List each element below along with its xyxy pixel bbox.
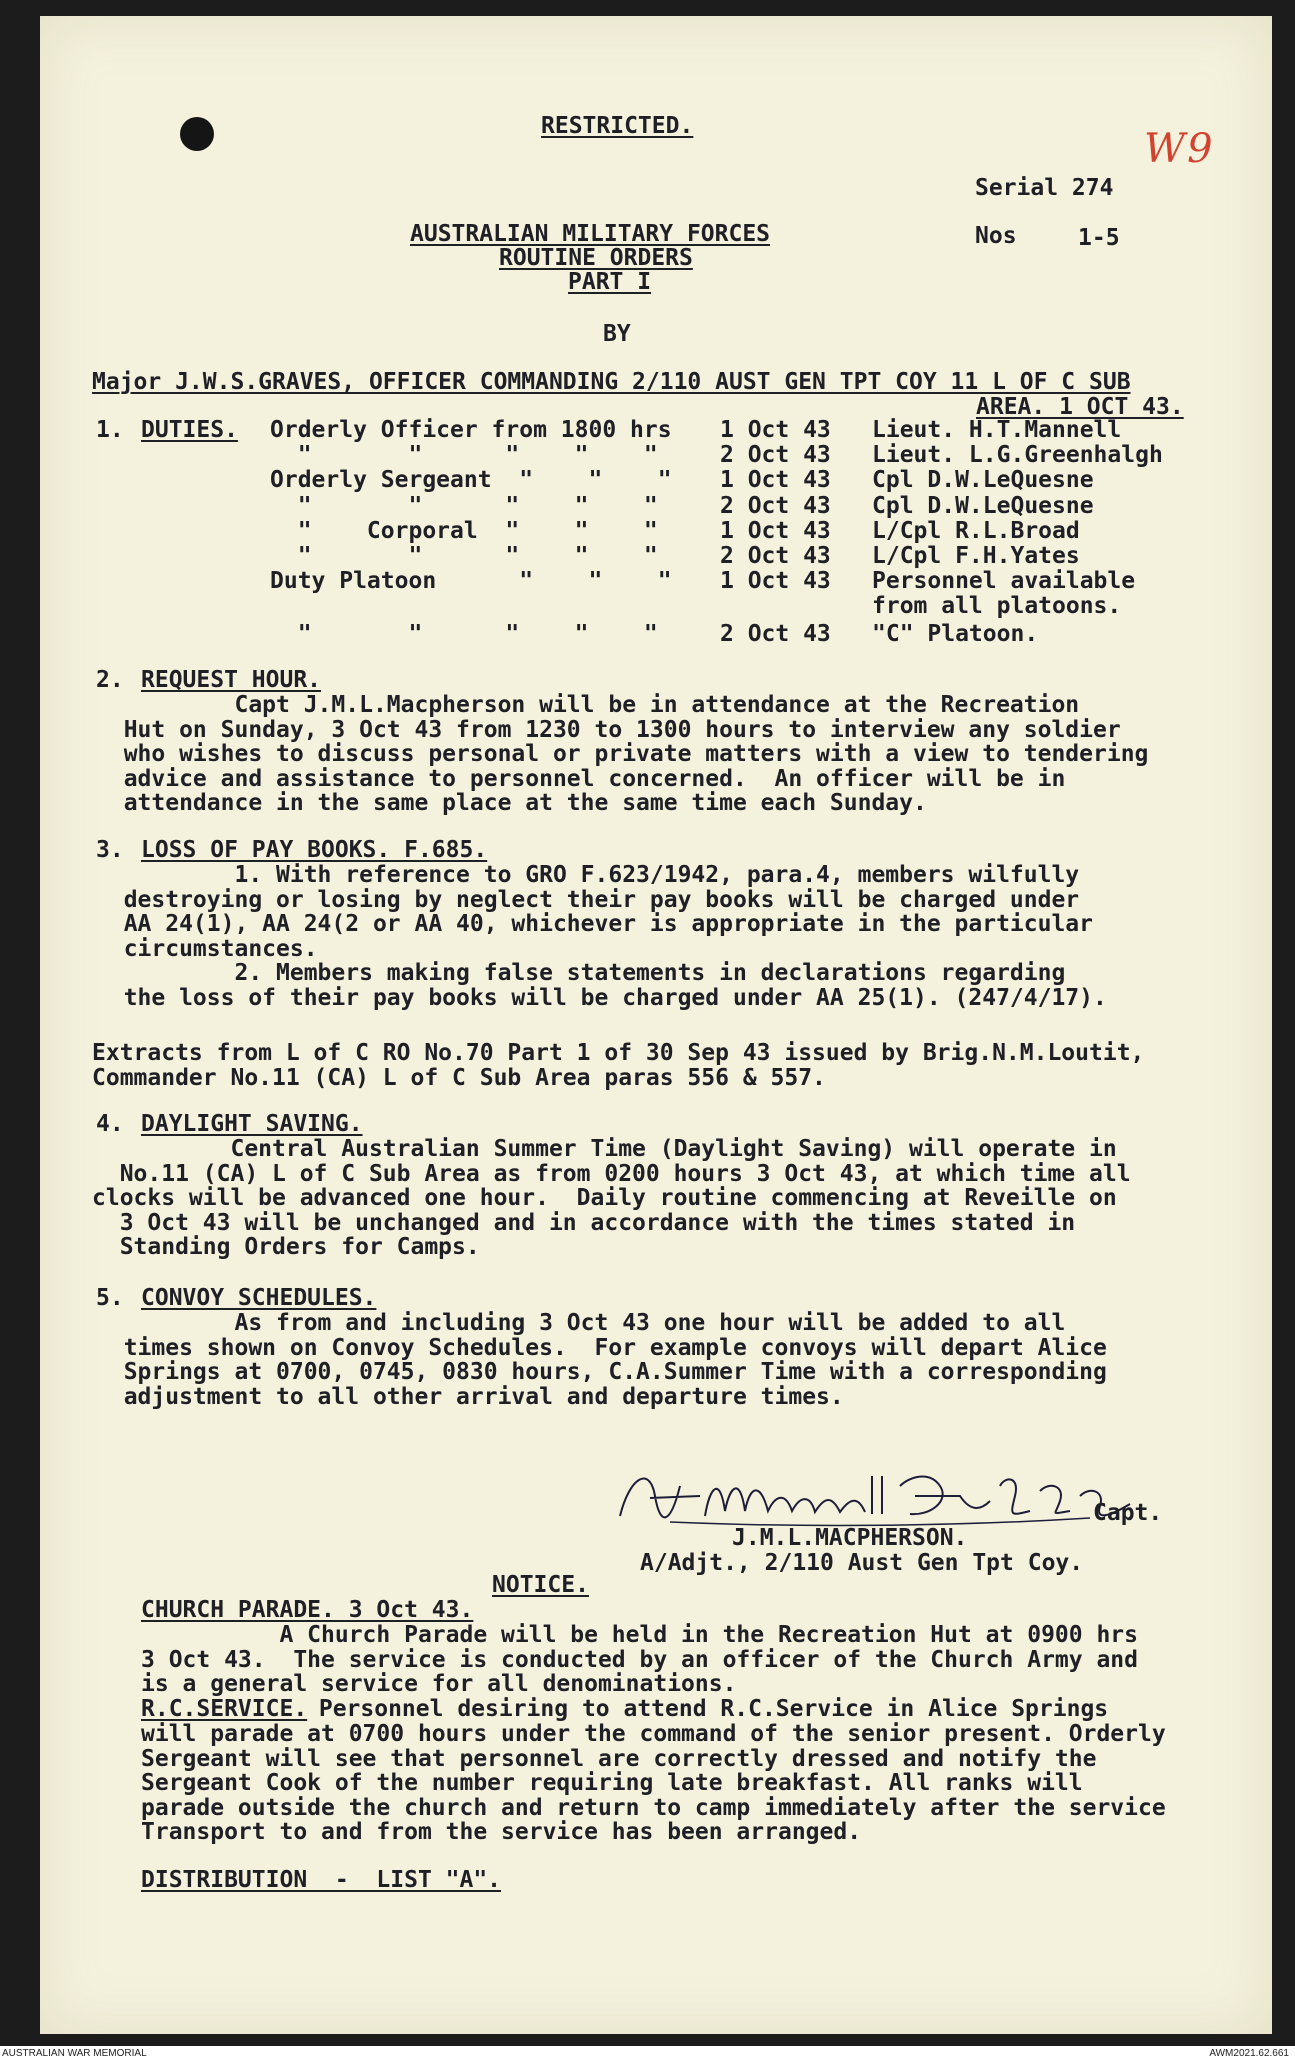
duty-name: from all platoons. (872, 593, 1122, 620)
church-parade-body (141, 1623, 1138, 1697)
rc-service-heading: R.C.SERVICE. (141, 1696, 308, 1722)
duty-name: "C" Platoon. (872, 620, 1039, 647)
punch-hole (180, 117, 214, 151)
signature-role: A/Adjt., 2/110 Aust Gen Tpt Coy. (640, 1550, 1084, 1576)
duty-date: 2 Oct 43 (720, 543, 831, 569)
org-title: AUSTRALIAN MILITARY FORCES (410, 221, 771, 247)
rc-service-line: Transport to and from the service has been arranged. (141, 1819, 862, 1845)
restricted-label: RESTRICTED. (541, 113, 694, 139)
signature-name: J.M.L.MACPHERSON. (732, 1525, 968, 1551)
convoy-number: 5. (96, 1285, 124, 1311)
rc-service-line: parade outside the church and return to camp immediately after the service (141, 1794, 1166, 1821)
rc-service-line: Sergeant will see that personnel are correctly dressed and notify the (141, 1745, 1097, 1772)
convoy-line: times shown on Convoy Schedules. For example convoys will depart Alice (96, 1334, 1107, 1361)
by-label: BY (603, 321, 631, 347)
church-parade-line: A Church Parade will be held in the Recreation Hut at 0900 hrs (141, 1622, 1138, 1648)
rc-service-body (141, 1722, 1166, 1845)
handwritten-signature (610, 1456, 1150, 1536)
daylight-line: Standing Orders for Camps. (92, 1234, 480, 1260)
convoy-heading: CONVOY SCHEDULES. (141, 1285, 377, 1311)
convoy-line: As from and including 3 Oct 43 one hour will be added to all (96, 1310, 1066, 1336)
request-hour-number: 2. (96, 667, 124, 693)
orders-title: ROUTINE ORDERS (499, 245, 693, 271)
footer-institution: AUSTRALIAN WAR MEMORIAL (2, 2048, 147, 2059)
commander-line-1: Major J.W.S.GRAVES, OFFICER COMMANDING 2/110 AUST GEN TPT COY 11 L OF C SUB (92, 369, 1131, 395)
duty-role: " Corporal " " " (270, 517, 658, 544)
pay-books-body (96, 863, 1107, 1010)
request-hour-line: Capt J.M.L.Macpherson will be in attendance at the Recreation (96, 692, 1080, 718)
extracts-line: Commander No.11 (CA) L of C Sub Area paras 556 & 557. (92, 1064, 826, 1091)
archive-footer (0, 2046, 1295, 2061)
request-hour-line: advice and assistance to personnel concerned. An officer will be in (96, 765, 1066, 792)
notice-heading: NOTICE. (492, 1572, 589, 1598)
daylight-line: 3 Oct 43 will be unchanged and in accordance with the times stated in (92, 1209, 1076, 1236)
pay-books-heading: LOSS OF PAY BOOKS. F.685. (141, 837, 488, 863)
daylight-line: Central Australian Summer Time (Daylight Saving) will operate in (92, 1136, 1117, 1162)
request-hour-heading: REQUEST HOUR. (141, 667, 322, 693)
duty-date: 1 Oct 43 (720, 517, 831, 544)
pay-books-line: destroying or losing by neglect their pay books will be charged under (96, 886, 1080, 913)
duty-date: 1 Oct 43 (720, 568, 831, 595)
signature-rank: Capt. (1093, 1500, 1163, 1526)
extracts-line: Extracts from L of C RO No.70 Part 1 of 30 Sep 43 issued by Brig.N.M.Loutit, (92, 1040, 1145, 1066)
ink-mark: W9 (1144, 126, 1215, 172)
duty-role: " " " " " (270, 620, 658, 647)
nos-value: 1-5 (1078, 225, 1120, 251)
footer-accession: AWM2021.62.661 (1209, 2048, 1289, 2059)
nos-label: Nos (975, 223, 1017, 249)
duty-date: 2 Oct 43 (720, 620, 831, 647)
convoy-line: Springs at 0700, 0745, 0830 hours, C.A.Summer Time with a corresponding (96, 1359, 1107, 1385)
pay-books-number: 3. (96, 837, 124, 863)
duty-name: Lieut. L.G.Greenhalgh (872, 442, 1163, 469)
daylight-number: 4. (96, 1111, 124, 1137)
pay-books-line: the loss of their pay books will be charged under AA 25(1). (247/4/17). (96, 984, 1107, 1011)
rc-service-first-line: Personnel desiring to attend R.C.Service in Alice Springs (305, 1696, 1109, 1722)
request-hour-line: who wishes to discuss personal or private matters with a view to tendering (96, 741, 1149, 767)
pay-books-line: AA 24(1), AA 24(2 or AA 40, whichever is appropriate in the particular (96, 911, 1093, 937)
daylight-heading: DAYLIGHT SAVING. (141, 1111, 363, 1137)
duties-heading: DUTIES. (141, 417, 238, 443)
convoy-body (96, 1311, 1107, 1409)
duty-role: " " " " " (270, 543, 658, 569)
request-hour-line: attendance in the same place at the same time each Sunday. (96, 790, 927, 816)
duty-date: 1 Oct 43 (720, 417, 831, 443)
pay-books-line: 2. Members making false statements in declarations regarding (96, 960, 1066, 986)
church-parade-heading: CHURCH PARADE. 3 Oct 43. (141, 1597, 474, 1623)
duty-name: L/Cpl F.H.Yates (872, 543, 1080, 569)
request-hour-line: Hut on Sunday, 3 Oct 43 from 1230 to 1300 hours to interview any soldier (96, 716, 1121, 743)
serial-number: Serial 274 (975, 175, 1114, 201)
duty-date: 2 Oct 43 (720, 492, 831, 519)
duty-name: Lieut. H.T.Mannell (872, 417, 1122, 443)
church-parade-line: is a general service for all denominations. (141, 1671, 737, 1697)
duty-role: Orderly Sergeant " " " (270, 467, 672, 494)
duty-name: L/Cpl R.L.Broad (872, 517, 1080, 544)
duty-name: Cpl D.W.LeQuesne (872, 467, 1094, 494)
duty-role: Orderly Officer from 1800 hrs (270, 417, 672, 443)
duty-role: " " " " " (270, 442, 658, 469)
commander-line-2: AREA. 1 OCT 43. (976, 394, 1184, 420)
duty-role: Duty Platoon " " " (270, 568, 672, 595)
duty-name: Personnel available (872, 568, 1136, 595)
daylight-body (92, 1137, 1131, 1260)
rc-service-line: will parade at 0700 hours under the command of the senior present. Orderly (141, 1721, 1166, 1747)
duty-name: Cpl D.W.LeQuesne (872, 492, 1094, 519)
extracts-paragraph (92, 1041, 1144, 1090)
document-page (40, 16, 1272, 2034)
pay-books-line: 1. With reference to GRO F.623/1942, para.4, members wilfully (96, 862, 1080, 888)
part-title: PART I (568, 269, 652, 295)
convoy-line: adjustment to all other arrival and departure times. (96, 1383, 844, 1410)
duty-role: " " " " " (270, 492, 658, 519)
pay-books-line: circumstances. (96, 935, 318, 962)
distribution-line: DISTRIBUTION - LIST "A". (141, 1867, 502, 1893)
request-hour-body (96, 693, 1148, 816)
rc-service-line: Sergeant Cook of the number requiring late breakfast. All ranks will (141, 1770, 1083, 1796)
daylight-line: clocks will be advanced one hour. Daily routine commencing at Reveille on (92, 1185, 1117, 1211)
daylight-line: No.11 (CA) L of C Sub Area as from 0200 hours 3 Oct 43, at which time all (92, 1160, 1131, 1187)
duty-date: 2 Oct 43 (720, 442, 831, 469)
duty-date: 1 Oct 43 (720, 467, 831, 494)
duties-number: 1. (96, 417, 124, 443)
church-parade-line: 3 Oct 43. The service is conducted by an officer of the Church Army and (141, 1646, 1138, 1673)
